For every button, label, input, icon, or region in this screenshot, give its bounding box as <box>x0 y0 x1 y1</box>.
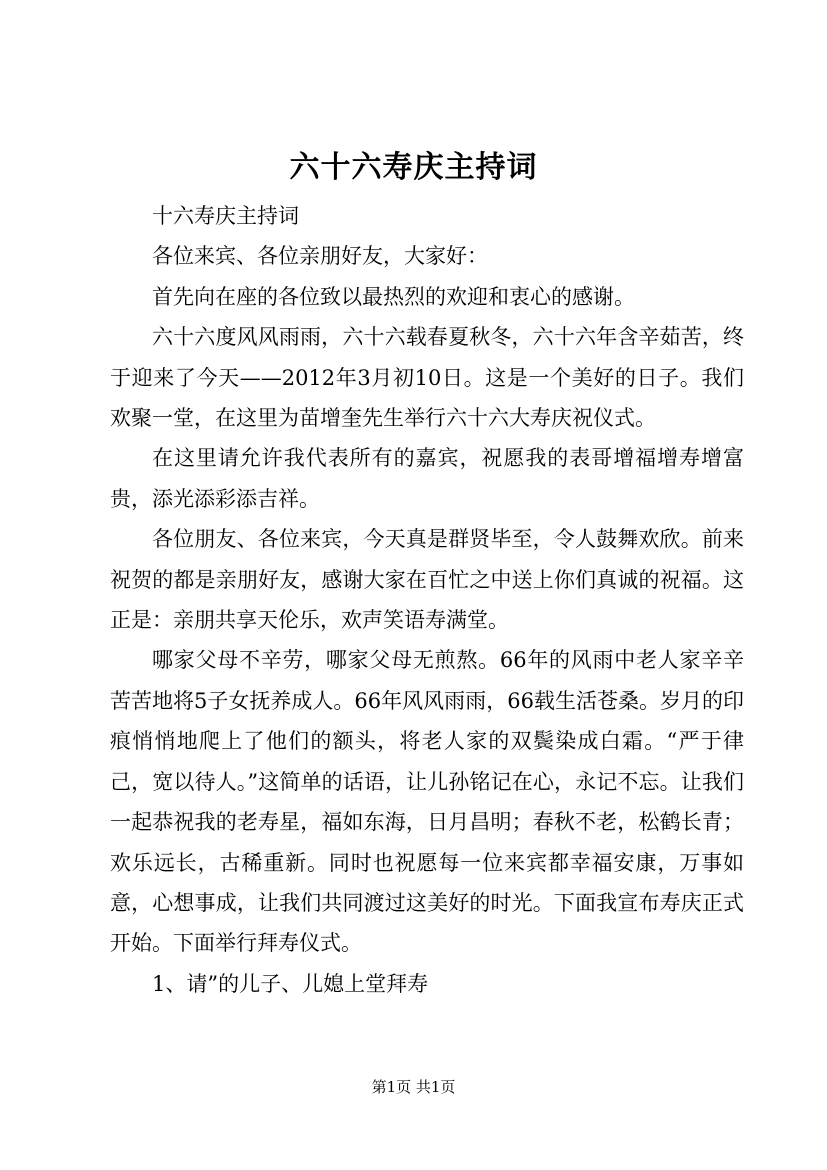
paragraph-greeting: 各位来宾、各位亲朋好友，大家好： <box>152 244 488 269</box>
paragraph-welcome: 首先向在座的各位致以最热烈的欢迎和衷心的感谢。 <box>152 284 635 309</box>
paragraph-subtitle: 十六寿庆主持词 <box>152 204 299 228</box>
document-title: 六十六寿庆主持词 <box>289 150 538 185</box>
paragraph-blessing: 在这里请允许我代表所有的嘉宾，祝愿我的表哥增福增寿增富贵，添光添彩添吉祥。 <box>110 446 744 511</box>
paragraph-occasion: 六十六度风风雨雨，六十六载春夏秋冬，六十六年含辛茹苦，终于迎来了今天——2012年3月初10日。这是一个美好的日子。我们欢聚一堂，在这里为苗增奎先生举行六十六大寿庆祝仪式。 <box>110 325 744 431</box>
paragraph-ceremony-step: 1、请”的儿子、儿媳上堂拜寿 <box>152 971 429 996</box>
page-footer: 第1页 共1页 <box>371 1078 456 1096</box>
paragraph-parents: 哪家父母不辛劳，哪家父母无煎熬。66年的风雨中老人家辛辛苦苦地将5子女抚养成人。66年风风雨雨，66载生活苍桑。岁月的印痕悄悄地爬上了他们的额头，将老人家的双鬓染成白霜。“严于律己，宽以待人。”这简单的话语，让儿孙铭记在心，永记不忘。让我们一起恭祝我的老寿星，福如东海，日月昌明；春秋不老，松鹤长青；欢乐远长，古稀重新。同时也祝愿每一位来宾都幸福安康，万事如意，心想事成，让我们共同渡过这美好的时光。下面我宣布寿庆正式开始。下面举行拜寿仪式。 <box>110 648 744 956</box>
document-body <box>110 196 744 1004</box>
paragraph-guests: 各位朋友、各位来宾，今天真是群贤毕至，令人鼓舞欢欣。前来祝贺的都是亲朋好友，感谢大家在百忙之中送上你们真诚的祝福。这正是：亲朋共享天伦乐，欢声笑语寿满堂。 <box>110 527 744 633</box>
